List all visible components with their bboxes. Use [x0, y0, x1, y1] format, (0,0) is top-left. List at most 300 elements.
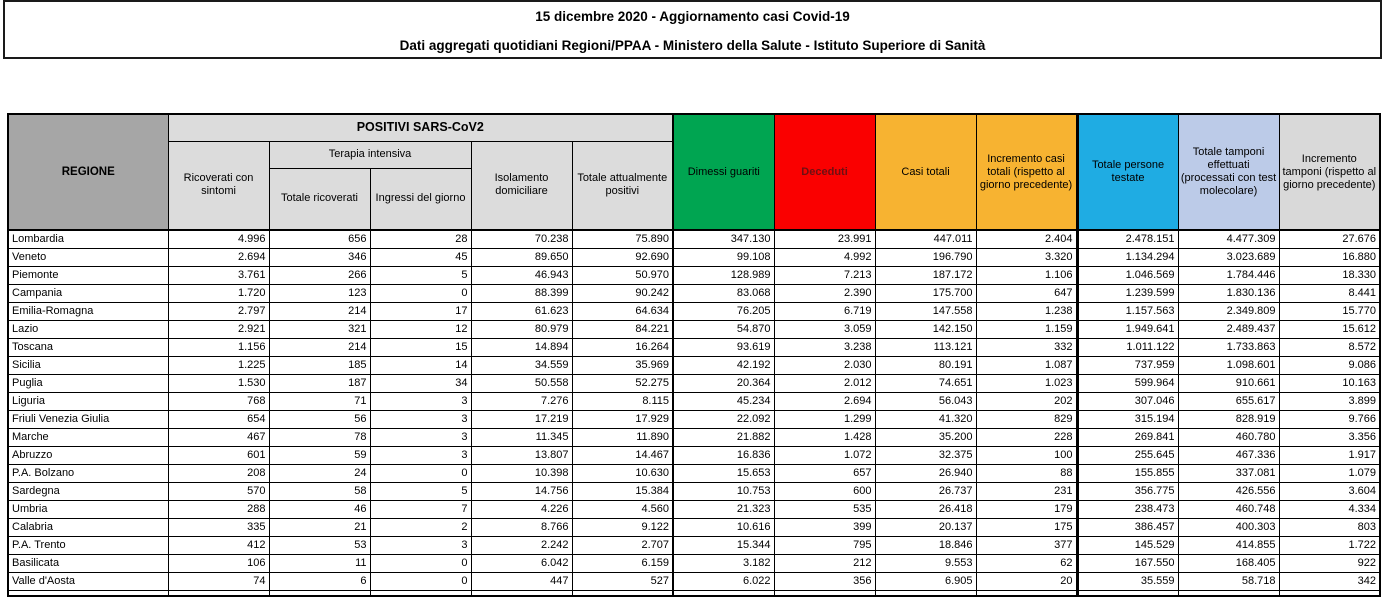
- value-cell-totale-positivi: 50.970: [572, 266, 673, 284]
- table-row: [8, 230, 1380, 248]
- value-cell-incremento-casi: 332: [976, 338, 1077, 356]
- value-cell-persone-testate: 737.959: [1077, 356, 1178, 374]
- value-cell-persone-testate: 2.478.151: [1077, 230, 1178, 248]
- value-cell-casi-totali: 175.700: [875, 284, 976, 302]
- table-row: [8, 356, 1380, 374]
- region-name-cell: P.A. Bolzano: [8, 464, 168, 482]
- region-name-cell: Marche: [8, 428, 168, 446]
- value-cell-incremento-casi: 179: [976, 500, 1077, 518]
- value-cell-incremento-casi: 647: [976, 284, 1077, 302]
- value-cell-casi-totali: 26.418: [875, 500, 976, 518]
- value-cell-dimessi-guariti: 15.344: [673, 536, 774, 554]
- value-cell-isolamento: [471, 590, 572, 596]
- value-cell-ingressi-giorno: 0: [370, 554, 471, 572]
- region-name-cell: P.A. Trento: [8, 536, 168, 554]
- value-cell-ingressi-giorno: 0: [370, 284, 471, 302]
- value-cell-isolamento: 88.399: [471, 284, 572, 302]
- value-cell-casi-totali: 147.558: [875, 302, 976, 320]
- value-cell-totale-ricoverati: 266: [269, 266, 370, 284]
- table-row: [8, 482, 1380, 500]
- table-row: [8, 572, 1380, 590]
- value-cell-isolamento: 80.979: [471, 320, 572, 338]
- value-cell-dimessi-guariti: 45.234: [673, 392, 774, 410]
- value-cell-dimessi-guariti: 76.205: [673, 302, 774, 320]
- value-cell-tamponi: 3.023.689: [1178, 248, 1279, 266]
- value-cell-isolamento: 61.623: [471, 302, 572, 320]
- table-row: [8, 428, 1380, 446]
- value-cell-incremento-tamponi: 1.917: [1279, 446, 1380, 464]
- value-cell-incremento-tamponi: 18.330: [1279, 266, 1380, 284]
- value-cell-isolamento: 34.559: [471, 356, 572, 374]
- table-row: [8, 248, 1380, 266]
- value-cell-deceduti: 1.299: [774, 410, 875, 428]
- value-cell-tamponi: 1.733.863: [1178, 338, 1279, 356]
- value-cell-persone-testate: 1.134.294: [1077, 248, 1178, 266]
- value-cell-totale-positivi: 92.690: [572, 248, 673, 266]
- value-cell-incremento-tamponi: 9.086: [1279, 356, 1380, 374]
- value-cell-isolamento: 14.756: [471, 482, 572, 500]
- value-cell-tamponi: 2.489.437: [1178, 320, 1279, 338]
- value-cell-persone-testate: 1.949.641: [1077, 320, 1178, 338]
- value-cell-persone-testate: 1.239.599: [1077, 284, 1178, 302]
- value-cell-ricoverati: 654: [168, 410, 269, 428]
- value-cell-casi-totali: 18.846: [875, 536, 976, 554]
- value-cell-ingressi-giorno: 3: [370, 428, 471, 446]
- value-cell-dimessi-guariti: 128.989: [673, 266, 774, 284]
- column-header-totale-ricoverati: Totale ricoverati: [269, 168, 370, 230]
- column-header-totale-persone-testate: Totale persone testate: [1077, 114, 1178, 230]
- value-cell-incremento-tamponi: 3.604: [1279, 482, 1380, 500]
- table-row-partial: [8, 590, 1380, 596]
- value-cell-isolamento: 8.766: [471, 518, 572, 536]
- value-cell-persone-testate: 315.194: [1077, 410, 1178, 428]
- table-body: [8, 230, 1380, 596]
- value-cell-persone-testate: 356.775: [1077, 482, 1178, 500]
- value-cell-deceduti: 356: [774, 572, 875, 590]
- value-cell-persone-testate: 155.855: [1077, 464, 1178, 482]
- value-cell-incremento-casi: 62: [976, 554, 1077, 572]
- report-subtitle: Dati aggregati quotidiani Regioni/PPAA - Ministero della Salute - Istituto Superiore di Sanità: [399, 38, 986, 53]
- value-cell-totale-positivi: [572, 590, 673, 596]
- value-cell-dimessi-guariti: 22.092: [673, 410, 774, 428]
- value-cell-persone-testate: 1.157.563: [1077, 302, 1178, 320]
- value-cell-deceduti: 212: [774, 554, 875, 572]
- column-header-ricoverati-con-sintomi: Ricoverati con sintomi: [168, 141, 269, 230]
- value-cell-incremento-tamponi: 922: [1279, 554, 1380, 572]
- value-cell-isolamento: 50.558: [471, 374, 572, 392]
- region-name-cell: Umbria: [8, 500, 168, 518]
- value-cell-totale-ricoverati: 123: [269, 284, 370, 302]
- value-cell-tamponi: 467.336: [1178, 446, 1279, 464]
- group-header-positivi-sars-cov2: POSITIVI SARS-CoV2: [168, 114, 673, 141]
- value-cell-totale-ricoverati: 321: [269, 320, 370, 338]
- value-cell-dimessi-guariti: 16.836: [673, 446, 774, 464]
- value-cell-ricoverati: 106: [168, 554, 269, 572]
- value-cell-casi-totali: 113.121: [875, 338, 976, 356]
- value-cell-persone-testate: 35.559: [1077, 572, 1178, 590]
- value-cell-ricoverati: 208: [168, 464, 269, 482]
- value-cell-incremento-casi: 175: [976, 518, 1077, 536]
- value-cell-incremento-tamponi: 3.899: [1279, 392, 1380, 410]
- value-cell-casi-totali: 187.172: [875, 266, 976, 284]
- value-cell-dimessi-guariti: [673, 590, 774, 596]
- table-row: [8, 266, 1380, 284]
- value-cell-persone-testate: 307.046: [1077, 392, 1178, 410]
- value-cell-deceduti: 3.059: [774, 320, 875, 338]
- value-cell-casi-totali: 26.737: [875, 482, 976, 500]
- value-cell-ricoverati: 467: [168, 428, 269, 446]
- value-cell-deceduti: [774, 590, 875, 596]
- region-name-cell: Emilia-Romagna: [8, 302, 168, 320]
- value-cell-totale-ricoverati: [269, 590, 370, 596]
- table-row: [8, 410, 1380, 428]
- value-cell-persone-testate: [1077, 590, 1178, 596]
- table-row: [8, 392, 1380, 410]
- value-cell-incremento-casi: 231: [976, 482, 1077, 500]
- value-cell-incremento-casi: 1.106: [976, 266, 1077, 284]
- value-cell-deceduti: 1.072: [774, 446, 875, 464]
- title-box: [3, 0, 1382, 59]
- value-cell-incremento-tamponi: 15.770: [1279, 302, 1380, 320]
- value-cell-isolamento: 11.345: [471, 428, 572, 446]
- region-name-cell: Abruzzo: [8, 446, 168, 464]
- value-cell-dimessi-guariti: 42.192: [673, 356, 774, 374]
- value-cell-ricoverati: 74: [168, 572, 269, 590]
- value-cell-deceduti: 2.694: [774, 392, 875, 410]
- value-cell-dimessi-guariti: 83.068: [673, 284, 774, 302]
- column-header-deceduti: Deceduti: [774, 114, 875, 230]
- value-cell-dimessi-guariti: 54.870: [673, 320, 774, 338]
- value-cell-persone-testate: 1.011.122: [1077, 338, 1178, 356]
- value-cell-incremento-casi: 1.159: [976, 320, 1077, 338]
- table-row: [8, 554, 1380, 572]
- value-cell-casi-totali: 6.905: [875, 572, 976, 590]
- column-header-dimessi-guariti: Dimessi guariti: [673, 114, 774, 230]
- report-date-title: 15 dicembre 2020 - Aggiornamento casi Covid-19: [535, 9, 850, 24]
- value-cell-persone-testate: 167.550: [1077, 554, 1178, 572]
- column-header-incremento-tamponi: Incremento tamponi (rispetto al giorno precedente): [1279, 114, 1380, 230]
- value-cell-totale-positivi: 11.890: [572, 428, 673, 446]
- value-cell-ricoverati: 2.797: [168, 302, 269, 320]
- value-cell-dimessi-guariti: 347.130: [673, 230, 774, 248]
- value-cell-totale-positivi: 75.890: [572, 230, 673, 248]
- value-cell-tamponi: 1.830.136: [1178, 284, 1279, 302]
- value-cell-totale-positivi: 64.634: [572, 302, 673, 320]
- value-cell-tamponi: 337.081: [1178, 464, 1279, 482]
- value-cell-ingressi-giorno: 3: [370, 536, 471, 554]
- value-cell-ricoverati: 335: [168, 518, 269, 536]
- value-cell-incremento-tamponi: 4.334: [1279, 500, 1380, 518]
- value-cell-totale-positivi: 527: [572, 572, 673, 590]
- value-cell-deceduti: 6.719: [774, 302, 875, 320]
- value-cell-ingressi-giorno: 15: [370, 338, 471, 356]
- value-cell-tamponi: 400.303: [1178, 518, 1279, 536]
- header-row-groups: [8, 114, 1380, 141]
- value-cell-ingressi-giorno: 3: [370, 446, 471, 464]
- value-cell-incremento-casi: 1.238: [976, 302, 1077, 320]
- value-cell-dimessi-guariti: 21.323: [673, 500, 774, 518]
- value-cell-incremento-tamponi: 27.676: [1279, 230, 1380, 248]
- value-cell-incremento-tamponi: 1.079: [1279, 464, 1380, 482]
- value-cell-deceduti: 1.428: [774, 428, 875, 446]
- value-cell-ingressi-giorno: 5: [370, 482, 471, 500]
- value-cell-incremento-casi: 20: [976, 572, 1077, 590]
- column-header-isolamento-domiciliare: Isolamento domiciliare: [471, 141, 572, 230]
- value-cell-persone-testate: 599.964: [1077, 374, 1178, 392]
- value-cell-totale-positivi: 14.467: [572, 446, 673, 464]
- value-cell-incremento-casi: 377: [976, 536, 1077, 554]
- table-row: [8, 500, 1380, 518]
- value-cell-ricoverati: 412: [168, 536, 269, 554]
- table-row: [8, 284, 1380, 302]
- value-cell-deceduti: 795: [774, 536, 875, 554]
- value-cell-isolamento: 17.219: [471, 410, 572, 428]
- value-cell-ricoverati: 768: [168, 392, 269, 410]
- group-header-terapia-intensiva: Terapia intensiva: [269, 141, 471, 168]
- value-cell-ricoverati: 3.761: [168, 266, 269, 284]
- value-cell-totale-positivi: 4.560: [572, 500, 673, 518]
- table-header: [8, 114, 1380, 230]
- value-cell-totale-ricoverati: 24: [269, 464, 370, 482]
- value-cell-isolamento: 10.398: [471, 464, 572, 482]
- value-cell-totale-positivi: 6.159: [572, 554, 673, 572]
- value-cell-totale-ricoverati: 53: [269, 536, 370, 554]
- value-cell-dimessi-guariti: 99.108: [673, 248, 774, 266]
- value-cell-ricoverati: [168, 590, 269, 596]
- value-cell-casi-totali: 80.191: [875, 356, 976, 374]
- value-cell-dimessi-guariti: 6.022: [673, 572, 774, 590]
- value-cell-tamponi: 1.098.601: [1178, 356, 1279, 374]
- value-cell-casi-totali: 26.940: [875, 464, 976, 482]
- value-cell-incremento-tamponi: 1.722: [1279, 536, 1380, 554]
- value-cell-incremento-tamponi: 16.880: [1279, 248, 1380, 266]
- value-cell-isolamento: 4.226: [471, 500, 572, 518]
- value-cell-ricoverati: 1.530: [168, 374, 269, 392]
- region-name-cell: Valle d'Aosta: [8, 572, 168, 590]
- region-name-cell: Basilicata: [8, 554, 168, 572]
- value-cell-ricoverati: 1.156: [168, 338, 269, 356]
- region-name-cell: Calabria: [8, 518, 168, 536]
- value-cell-totale-ricoverati: 59: [269, 446, 370, 464]
- value-cell-casi-totali: 20.137: [875, 518, 976, 536]
- value-cell-incremento-casi: 3.320: [976, 248, 1077, 266]
- value-cell-isolamento: 6.042: [471, 554, 572, 572]
- value-cell-ricoverati: 2.921: [168, 320, 269, 338]
- value-cell-casi-totali: 74.651: [875, 374, 976, 392]
- value-cell-totale-ricoverati: 214: [269, 338, 370, 356]
- column-header-regione: REGIONE: [8, 114, 168, 230]
- value-cell-persone-testate: 238.473: [1077, 500, 1178, 518]
- value-cell-tamponi: 655.617: [1178, 392, 1279, 410]
- value-cell-casi-totali: 447.011: [875, 230, 976, 248]
- value-cell-tamponi: 828.919: [1178, 410, 1279, 428]
- value-cell-tamponi: 58.718: [1178, 572, 1279, 590]
- value-cell-ricoverati: 4.996: [168, 230, 269, 248]
- value-cell-casi-totali: 9.553: [875, 554, 976, 572]
- value-cell-isolamento: 2.242: [471, 536, 572, 554]
- value-cell-ingressi-giorno: 28: [370, 230, 471, 248]
- value-cell-isolamento: 447: [471, 572, 572, 590]
- value-cell-tamponi: 426.556: [1178, 482, 1279, 500]
- value-cell-totale-positivi: 8.115: [572, 392, 673, 410]
- value-cell-incremento-casi: 1.023: [976, 374, 1077, 392]
- value-cell-ingressi-giorno: [370, 590, 471, 596]
- value-cell-tamponi: 4.477.309: [1178, 230, 1279, 248]
- table-row: [8, 320, 1380, 338]
- value-cell-incremento-tamponi: 803: [1279, 518, 1380, 536]
- value-cell-isolamento: 46.943: [471, 266, 572, 284]
- value-cell-ingressi-giorno: 17: [370, 302, 471, 320]
- value-cell-incremento-tamponi: 15.612: [1279, 320, 1380, 338]
- region-name-cell: Lombardia: [8, 230, 168, 248]
- value-cell-tamponi: 910.661: [1178, 374, 1279, 392]
- value-cell-incremento-casi: 228: [976, 428, 1077, 446]
- value-cell-deceduti: 399: [774, 518, 875, 536]
- value-cell-deceduti: 3.238: [774, 338, 875, 356]
- value-cell-incremento-tamponi: 10.163: [1279, 374, 1380, 392]
- value-cell-deceduti: 600: [774, 482, 875, 500]
- region-name-cell: Lazio: [8, 320, 168, 338]
- value-cell-dimessi-guariti: 10.753: [673, 482, 774, 500]
- region-name-cell: Sicilia: [8, 356, 168, 374]
- value-cell-totale-positivi: 9.122: [572, 518, 673, 536]
- table-row: [8, 446, 1380, 464]
- value-cell-ricoverati: 1.225: [168, 356, 269, 374]
- value-cell-deceduti: 7.213: [774, 266, 875, 284]
- value-cell-incremento-tamponi: [1279, 590, 1380, 596]
- value-cell-incremento-tamponi: 3.356: [1279, 428, 1380, 446]
- value-cell-totale-ricoverati: 71: [269, 392, 370, 410]
- value-cell-totale-positivi: 15.384: [572, 482, 673, 500]
- value-cell-incremento-tamponi: 9.766: [1279, 410, 1380, 428]
- value-cell-ingressi-giorno: 2: [370, 518, 471, 536]
- value-cell-ingressi-giorno: 7: [370, 500, 471, 518]
- table-row: [8, 338, 1380, 356]
- table-row: [8, 464, 1380, 482]
- region-name-cell: Sardegna: [8, 482, 168, 500]
- value-cell-dimessi-guariti: 93.619: [673, 338, 774, 356]
- value-cell-incremento-casi: 88: [976, 464, 1077, 482]
- value-cell-ingressi-giorno: 34: [370, 374, 471, 392]
- value-cell-dimessi-guariti: 10.616: [673, 518, 774, 536]
- table-row: [8, 518, 1380, 536]
- value-cell-incremento-casi: 829: [976, 410, 1077, 428]
- region-name-cell: Campania: [8, 284, 168, 302]
- value-cell-deceduti: 2.030: [774, 356, 875, 374]
- value-cell-totale-positivi: 17.929: [572, 410, 673, 428]
- value-cell-totale-ricoverati: 214: [269, 302, 370, 320]
- value-cell-ingressi-giorno: 45: [370, 248, 471, 266]
- value-cell-totale-positivi: 84.221: [572, 320, 673, 338]
- value-cell-deceduti: 2.012: [774, 374, 875, 392]
- value-cell-totale-positivi: 16.264: [572, 338, 673, 356]
- value-cell-tamponi: 1.784.446: [1178, 266, 1279, 284]
- value-cell-ricoverati: 570: [168, 482, 269, 500]
- value-cell-incremento-tamponi: 8.441: [1279, 284, 1380, 302]
- value-cell-incremento-casi: 2.404: [976, 230, 1077, 248]
- region-name-cell: [8, 590, 168, 596]
- value-cell-deceduti: 4.992: [774, 248, 875, 266]
- value-cell-totale-positivi: 52.275: [572, 374, 673, 392]
- value-cell-deceduti: 2.390: [774, 284, 875, 302]
- value-cell-incremento-casi: 1.087: [976, 356, 1077, 374]
- value-cell-totale-ricoverati: 58: [269, 482, 370, 500]
- region-name-cell: Liguria: [8, 392, 168, 410]
- value-cell-totale-positivi: 90.242: [572, 284, 673, 302]
- value-cell-ricoverati: 288: [168, 500, 269, 518]
- value-cell-isolamento: 13.807: [471, 446, 572, 464]
- value-cell-casi-totali: 41.320: [875, 410, 976, 428]
- value-cell-casi-totali: 35.200: [875, 428, 976, 446]
- value-cell-totale-ricoverati: 187: [269, 374, 370, 392]
- value-cell-incremento-tamponi: 8.572: [1279, 338, 1380, 356]
- region-name-cell: Piemonte: [8, 266, 168, 284]
- value-cell-persone-testate: 269.841: [1077, 428, 1178, 446]
- column-header-totale-tamponi: Totale tamponi effettuati (processati con test molecolare): [1178, 114, 1279, 230]
- value-cell-totale-ricoverati: 6: [269, 572, 370, 590]
- region-name-cell: Puglia: [8, 374, 168, 392]
- value-cell-totale-positivi: 10.630: [572, 464, 673, 482]
- value-cell-ricoverati: 601: [168, 446, 269, 464]
- region-name-cell: Toscana: [8, 338, 168, 356]
- value-cell-totale-positivi: 35.969: [572, 356, 673, 374]
- value-cell-totale-ricoverati: 185: [269, 356, 370, 374]
- value-cell-ricoverati: 2.694: [168, 248, 269, 266]
- value-cell-persone-testate: 255.645: [1077, 446, 1178, 464]
- value-cell-incremento-casi: [976, 590, 1077, 596]
- covid-data-table: [7, 113, 1381, 597]
- value-cell-casi-totali: 142.150: [875, 320, 976, 338]
- column-header-ingressi-del-giorno: Ingressi del giorno: [370, 168, 471, 230]
- table-row: [8, 302, 1380, 320]
- value-cell-isolamento: 89.650: [471, 248, 572, 266]
- value-cell-tamponi: [1178, 590, 1279, 596]
- value-cell-ingressi-giorno: 3: [370, 410, 471, 428]
- value-cell-isolamento: 7.276: [471, 392, 572, 410]
- value-cell-totale-ricoverati: 46: [269, 500, 370, 518]
- value-cell-dimessi-guariti: 21.882: [673, 428, 774, 446]
- value-cell-deceduti: 23.991: [774, 230, 875, 248]
- value-cell-casi-totali: 32.375: [875, 446, 976, 464]
- value-cell-tamponi: 460.780: [1178, 428, 1279, 446]
- column-header-totale-attualmente-positivi: Totale attualmente positivi: [572, 141, 673, 230]
- region-name-cell: Friuli Venezia Giulia: [8, 410, 168, 428]
- value-cell-dimessi-guariti: 20.364: [673, 374, 774, 392]
- value-cell-isolamento: 70.238: [471, 230, 572, 248]
- value-cell-ingressi-giorno: 0: [370, 572, 471, 590]
- value-cell-ingressi-giorno: 14: [370, 356, 471, 374]
- value-cell-totale-ricoverati: 21: [269, 518, 370, 536]
- value-cell-tamponi: 414.855: [1178, 536, 1279, 554]
- value-cell-casi-totali: 56.043: [875, 392, 976, 410]
- value-cell-ingressi-giorno: 5: [370, 266, 471, 284]
- value-cell-tamponi: 460.748: [1178, 500, 1279, 518]
- value-cell-deceduti: 657: [774, 464, 875, 482]
- value-cell-dimessi-guariti: 15.653: [673, 464, 774, 482]
- column-header-casi-totali: Casi totali: [875, 114, 976, 230]
- value-cell-deceduti: 535: [774, 500, 875, 518]
- value-cell-tamponi: 168.405: [1178, 554, 1279, 572]
- value-cell-totale-ricoverati: 56: [269, 410, 370, 428]
- value-cell-tamponi: 2.349.809: [1178, 302, 1279, 320]
- value-cell-incremento-casi: 202: [976, 392, 1077, 410]
- value-cell-totale-positivi: 2.707: [572, 536, 673, 554]
- value-cell-dimessi-guariti: 3.182: [673, 554, 774, 572]
- value-cell-casi-totali: 196.790: [875, 248, 976, 266]
- value-cell-totale-ricoverati: 346: [269, 248, 370, 266]
- value-cell-incremento-casi: 100: [976, 446, 1077, 464]
- region-name-cell: Veneto: [8, 248, 168, 266]
